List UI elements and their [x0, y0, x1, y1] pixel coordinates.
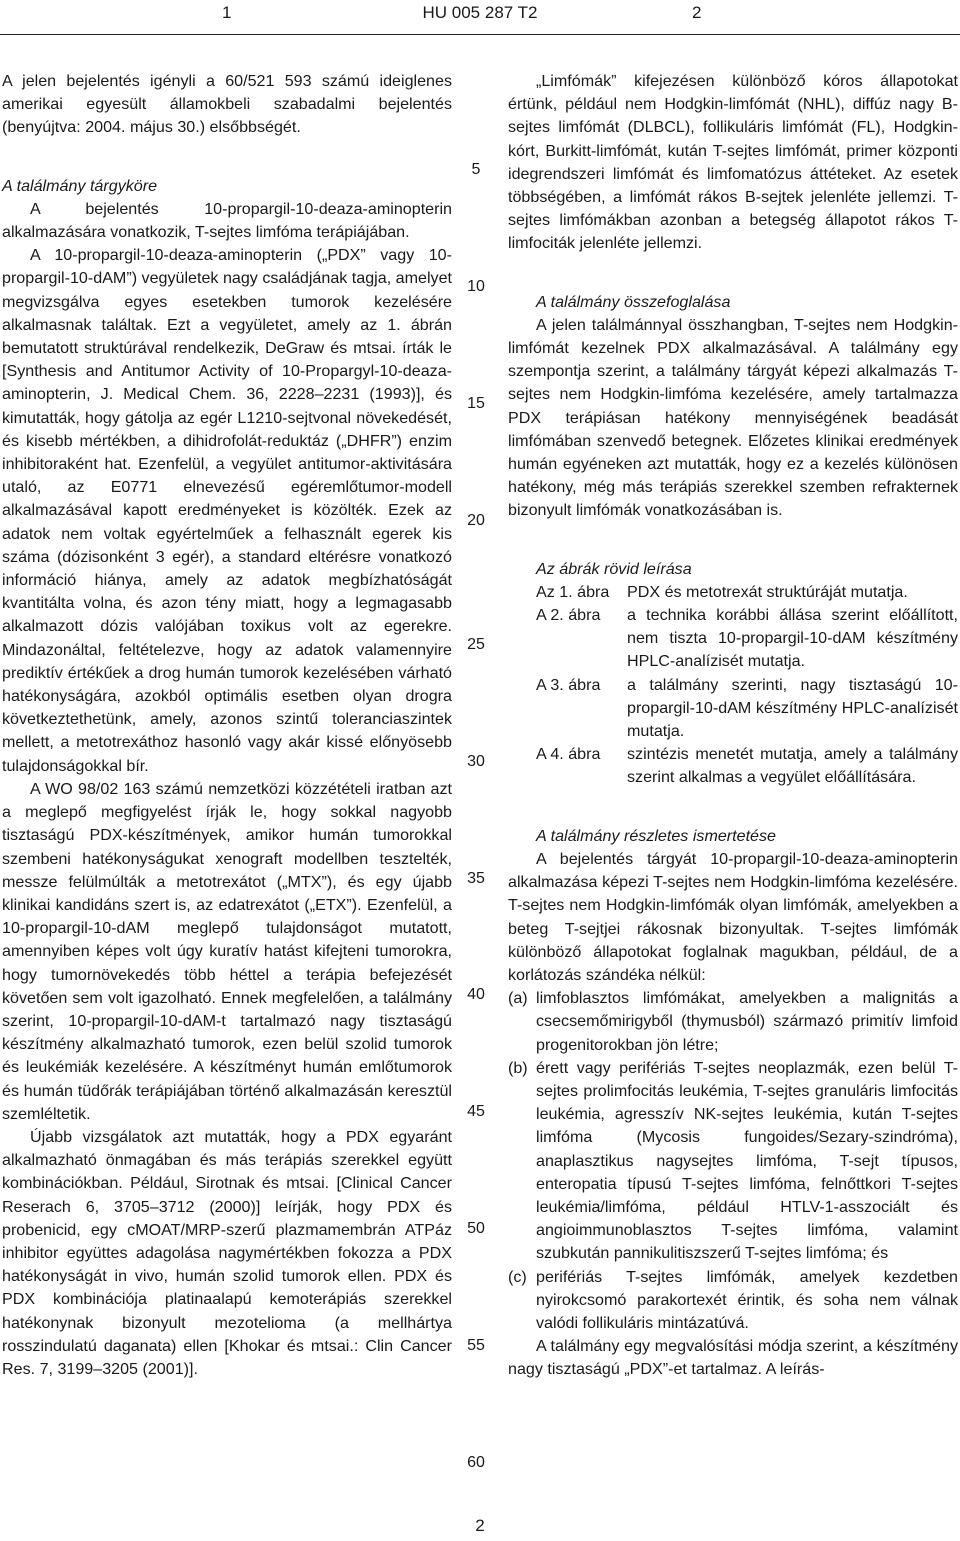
field-heading: A találmány tárgyköre [2, 176, 158, 195]
line-number: 45 [467, 1103, 485, 1120]
list-marker: (b) [508, 1058, 528, 1077]
figure-text: a technika korábbi állása szerint előállított, nem tiszta 10-propargil-10-dAM készítmény HPLC-analízisét mutatja. [627, 606, 958, 671]
figure-label: A 3. ábra [536, 675, 601, 694]
line-number: 30 [467, 753, 485, 770]
line-number: 5 [471, 161, 481, 178]
figure-label: A 4. ábra [536, 745, 601, 764]
footer-page-number: 2 [475, 1516, 485, 1535]
field-paragraph: A bejelentés 10-propargil-10-deaza-aminopterin alkalmazására vonatkozik, T-sejtes limfóma terápiájában. [2, 199, 452, 242]
figure-description [508, 604, 958, 674]
list-item [508, 1266, 958, 1336]
list-text: perifériás T-sejtes limfómák, amelyek kezdetben nyirokcsomó parakortexét érintik, és soha nem válnak valódi follikuláris mintázatúvá. [536, 1267, 958, 1332]
header-rule [0, 34, 960, 35]
right-column [508, 70, 958, 1382]
lymphoma-definition-paragraph: „Limfómák” kifejezésen különböző kóros állapotokat értünk, például nem Hodgkin-limfómát (NHL), diffúz nagy B-sejtes limfómát (DLBCL), follikuláris limfómát (FL), Hodgkin-kórt, Burkitt-limfómát, kután T-sejtes limfómát, primer központi idegrendszeri limfómát és limfomatózus áttéteket. Az esetek többségében, a limfómát rákos B-sejtek jelenléte jellemzi. T-sejtes limfómákban azonban a betegség állapotot rákos T-limfociták jelenléte jellemzi. [508, 72, 958, 253]
list-marker: (a) [508, 989, 528, 1008]
list-text: limfoblasztos limfómákat, amelyekben a malignitás a csecsemőmirigyből (thymusból) származó primitív limfoid progenitorokban jön létre; [536, 989, 958, 1054]
background-paragraph-1: A 10-propargil-10-deaza-aminopterin („PDX” vagy 10-propargil-10-dAM”) vegyületek nagy családjának tagja, amelyet megvizsgálva egyes esetekben tumorok kezelésére alkalmasnak találtak. Ezt a vegyületet, amely az 1. ábrán bemutatott struktúrával rendelkezik, DeGraw és mtsai. írták le [Synthesis and Antitumor Activity of 10-Propargyl-10-deaza-aminopterin, J. Medical Chem. 36, 2228–2231 (1993)], és kimutatták, hogy gátolja az egér L1210-sejtvonal növekedését, és kisebb mértékben, a dihidrofolát-reduktáz („DHFR”) enzim inhibitoraként hat. Ezenfelül, a vegyület antitumor-aktivitására utaló, az E0771 elnevezésű egéremlőtumor-modell alkalmazásával kapott eredményeket is közölték. Ezek az adatok nem voltak egyértelműek a felhasznált egerek kis száma (dózisonként 3 egér), a standard eltérésre vonatkozó információ hiánya, amely az adatok megbízhatóságát kvantitálta volna, és azon tény miatt, hogy a legmagasabb alkalmazott dózis valójában toxikus volt az egerekre. Mindazonáltal, feltételezve, hogy az adatok valamennyire prediktív értékűek a drog humán tumorok kezelésében várható hatékonyságára, azokból optimális esetben olyan drogra következtethetünk, amely, azonos szintű toleranciaszintek mellett, a metotrexáthoz hasonló vagy akár kissé előnyösebb tulajdonságokkal bír. [2, 246, 452, 775]
final-paragraph: A találmány egy megvalósítási módja szerint, a készítmény nagy tisztaságú „PDX”-et tartalmaz. A leírás- [508, 1337, 958, 1379]
detailed-description-heading: A találmány részletes ismertetése [536, 826, 777, 845]
line-number: 60 [467, 1454, 485, 1471]
page-number-right: 2 [692, 3, 702, 22]
summary-heading: A találmány összefoglalása [536, 292, 731, 311]
figure-label: A 2. ábra [536, 606, 601, 625]
list-item [508, 987, 958, 1057]
background-paragraph-2: A WO 98/02 163 számú nemzetközi közzétételi iratban azt a meglepő megfigyelést írják le, hogy sokkal nagyobb tisztaságú PDX-készítmények, amikor humán tumorokkal szembeni hatékonyságukat xenograft modellben tesztelték, messze felülmúlták a metotrexátot („MTX”), és egy újabb klinikai kandidáns szert is, az edatrexátot („ETX”). Ezenfelül, a 10-propargil-10-dAM meglepő tulajdonságot mutatott, amennyiben képes volt úgy kuratív hatást kifejteni tumorokra, hogy tumornövekedés több héttel a terápia befejezését követően sem volt igazolható. Ennek megfelelően, a találmány szerint, 10-propargil-10-dAM-t tartalmazó nagy tisztaságú készítmény alkalmazható tumorok, ezen belül szolid tumorok és leukémiák kezelésére. A készítményt humán emlőtumorok és humán tüdőrák terápiájában történő alkalmazásán keresztül szemléltetik. [2, 779, 452, 1123]
line-number: 20 [467, 512, 485, 529]
list-item [508, 1057, 958, 1266]
figure-description [508, 581, 958, 604]
figure-label: Az 1. ábra [536, 582, 610, 601]
line-number: 15 [467, 395, 485, 412]
page-number-left: 1 [222, 3, 232, 22]
line-number: 25 [467, 636, 485, 653]
figure-text: PDX és metotrexát struktúráját mutatja. [627, 582, 908, 601]
background-paragraph-3: Újabb vizsgálatok azt mutatták, hogy a PDX egyaránt alkalmazható önmagában és más terápiás szerekkel együtt kombinációkban. Például, Sirotnak és mtsai. [Clinical Cancer Reserach 6, 3705–3712 (2000)] leírják, hogy PDX és probenicid, egy cMOAT/MRP-szerű plazmamembrán ATPáz inhibitor együttes adagolása nagymértékben fokozza a PDX hatékonyságát in vivo, humán szolid tumorok ellen. PDX és PDX kombinációja platinaalapú kemoterápiás szerekkel hatékonynak bizonyult mezotelioma (a mellhártya rosszindulatú daganata) ellen [Khokar és mtsai.: Clin Cancer Res. 7, 3199–3205 (2001)]. [2, 1127, 452, 1378]
line-number: 55 [467, 1337, 485, 1354]
figure-text: a találmány szerinti, nagy tisztaságú 10-propargil-10-dAM készítmény HPLC-analízisét mutatja. [627, 675, 958, 741]
document-id: HU 005 287 T2 [422, 3, 538, 22]
figure-description [508, 674, 958, 744]
left-column [2, 70, 452, 1381]
detailed-description-paragraph: A bejelentés tárgyát 10-propargil-10-deaza-aminopterin alkalmazása képezi T-sejtes nem Hodgkin-limfóma kezelésére. T-sejtes nem Hodgkin-limfómák olyan limfómák, amelyekben a beteg T-sejtjei rákosnak bizonyultak. T-sejtes limfómák különböző állapotokat foglalnak magukban, például, de a korlátozás szándéka nélkül: [508, 849, 958, 984]
list-text: érett vagy perifériás T-sejtes neoplazmák, ezen belül T-sejtes prolimfocitás leukémia, T-sejtes granuláris limfocitás leukémia, agresszív NK-sejtes leukémia, kután T-sejtes limfóma (Mycosis fungoides/Sezary-szindróma), anaplasztikus nagysejtes limfóma, T-sejt típusos, enteropatia típusú T-sejtes limfóma, felnőttkori T-sejtes leukémia/limfóma, például HTLV-1-asszociált és angioimmunoblasztos T-sejtes limfóma, valamint szubkután pannikulitiszszerű T-sejtes limfóma; és [536, 1058, 958, 1263]
summary-paragraph: A jelen találmánnyal összhangban, T-sejtes nem Hodgkin-limfómát kezelnek PDX alkalmazásával. A találmány egy szempontja szerint, a találmány tárgyát képezi alkalmazás T-sejtes nem Hodgkin-limfóma kezelésére, amely tartalmazza PDX terápiásan hatékony mennyiségének beadását limfómában szenvedő betegnek. Előzetes klinikai eredmények humán egyéneken azt mutatták, hogy ez a kezelés különösen hatékony, még más terápiás szerekkel szemben refrakternek bizonyult limfómák vonatkozásában is. [508, 315, 958, 520]
list-marker: (c) [508, 1267, 527, 1286]
line-number: 50 [467, 1220, 485, 1237]
figure-description [508, 743, 958, 789]
priority-paragraph: A jelen bejelentés igényli a 60/521 593 számú ideiglenes amerikai egyesült államokbeli szabadalmi bejelentés (benyújtva: 2004. május 30.) elsőbbségét. [2, 72, 452, 137]
line-number: 10 [467, 278, 485, 295]
figures-heading: Az ábrák rövid leírása [536, 559, 692, 578]
line-number: 40 [467, 986, 485, 1003]
figure-text: szintézis menetét mutatja, amely a találmány szerint alkalmas a vegyület előállítására. [627, 745, 958, 787]
line-number: 35 [467, 870, 485, 887]
